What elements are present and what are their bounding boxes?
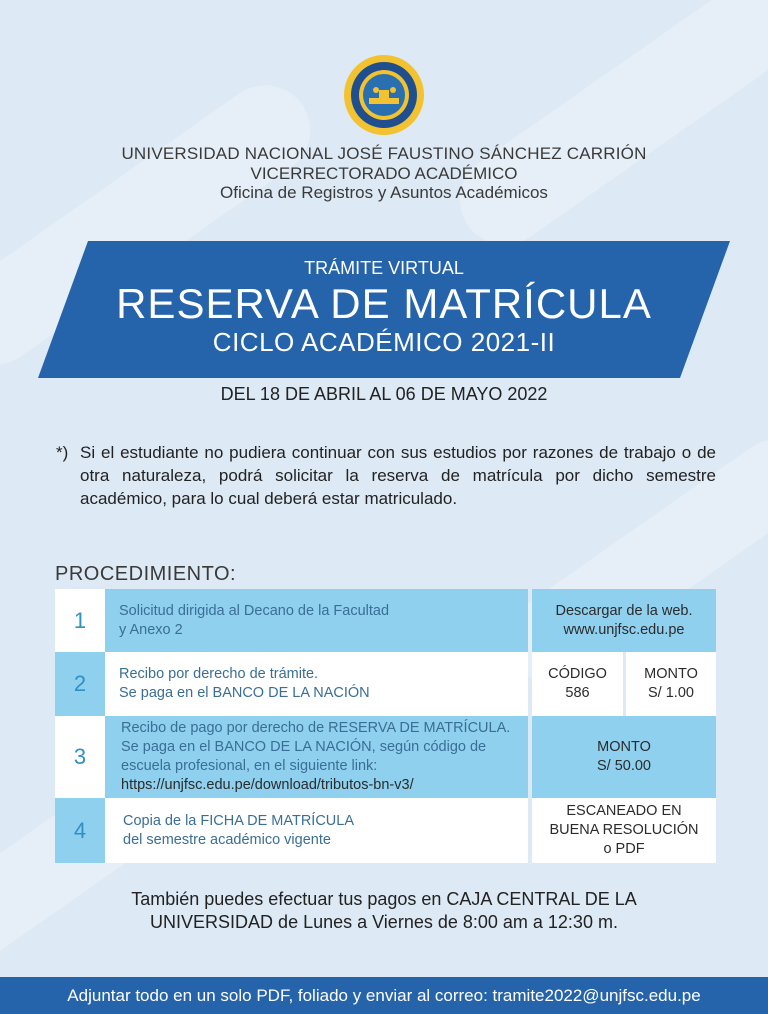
step-requirement [532, 798, 716, 863]
step-description [105, 652, 528, 716]
step-number: 1 [55, 589, 105, 652]
step-description-line: escuela profesional, en el siguiente link: [121, 758, 378, 774]
step-number: 3 [55, 716, 105, 798]
step-description [105, 798, 528, 863]
note-text: Si el estudiante no pudiera continuar con sus estudios por razones de trabajo o de otra naturaleza, podrá solicitar la reserva de matrícula por dicho semestre académico, para lo cual deberá estar matriculado. [80, 443, 716, 508]
requirement-line: ESCANEADO EN [566, 803, 682, 819]
requirement-line: Descargar de la web. [555, 602, 693, 619]
step-description-line: Se paga en el BANCO DE LA NACIÓN, según código de [121, 739, 487, 755]
code-cell [532, 652, 623, 716]
amount-label: MONTO [644, 666, 698, 682]
university-name: UNIVERSIDAD NACIONAL JOSÉ FAUSTINO SÁNCHEZ CARRIÓN [121, 144, 647, 163]
date-range: DEL 18 DE ABRIL AL 06 DE MAYO 2022 [220, 384, 548, 404]
website-link[interactable]: www.unjfsc.edu.pe [563, 621, 685, 638]
vice-rectorate: VICERRECTORADO ACADÉMICO [250, 164, 518, 183]
payment-link[interactable]: https://unjfsc.edu.pe/download/tributos-bn-v3/ [121, 777, 414, 793]
step-description-line: del semestre académico vigente [123, 831, 331, 848]
submission-bar [0, 977, 768, 1014]
amount-label: MONTO [597, 739, 651, 755]
banner-subtitle: TRÁMITE VIRTUAL [304, 258, 464, 278]
banner-cycle: CICLO ACADÉMICO 2021-II [212, 327, 556, 357]
code-label: CÓDIGO [548, 666, 607, 682]
requirement-line: o PDF [603, 841, 645, 857]
banner-title: RESERVA DE MATRÍCULA [116, 280, 652, 327]
payment-info-line2: UNIVERSIDAD de Lunes a Viernes de 8:00 am a 12:30 m. [150, 912, 618, 932]
submission-instructions[interactable]: Adjuntar todo en un solo PDF, foliado y enviar al correo: tramite2022@unjfsc.edu.pe [67, 985, 701, 1005]
step-description-line: y Anexo 2 [119, 621, 183, 638]
code-value: 586 [565, 685, 590, 701]
procedure-title: PROCEDIMIENTO: [55, 563, 237, 585]
amount-value: S/ 50.00 [596, 758, 651, 774]
payment-info-line1: También puedes efectuar tus pagos en CAJA CENTRAL DE LA [131, 889, 637, 909]
step-number: 4 [55, 798, 105, 863]
step-description-line: Recibo por derecho de trámite. [119, 666, 319, 682]
step-description-line: Se paga en el BANCO DE LA NACIÓN [119, 685, 370, 701]
step-requirement [532, 589, 716, 652]
step-description [105, 589, 528, 652]
step-description-line: Recibo de pago por derecho de RESERVA DE MATRÍCULA. [121, 720, 511, 736]
step-description-line: Copia de la FICHA DE MATRÍCULA [123, 812, 354, 829]
step-number: 2 [55, 652, 105, 716]
requirement-line: BUENA RESOLUCIÓN [549, 822, 699, 838]
step-requirement [532, 716, 716, 798]
note-marker: *) [56, 443, 69, 462]
amount-value: S/ 1.00 [648, 685, 694, 701]
amount-cell [626, 652, 716, 716]
step-description [105, 716, 528, 798]
office-name: Oficina de Registros y Asuntos Académicos [220, 183, 548, 202]
note-paragraph [56, 441, 716, 510]
step-description-line: Solicitud dirigida al Decano de la Facultad [119, 602, 390, 619]
